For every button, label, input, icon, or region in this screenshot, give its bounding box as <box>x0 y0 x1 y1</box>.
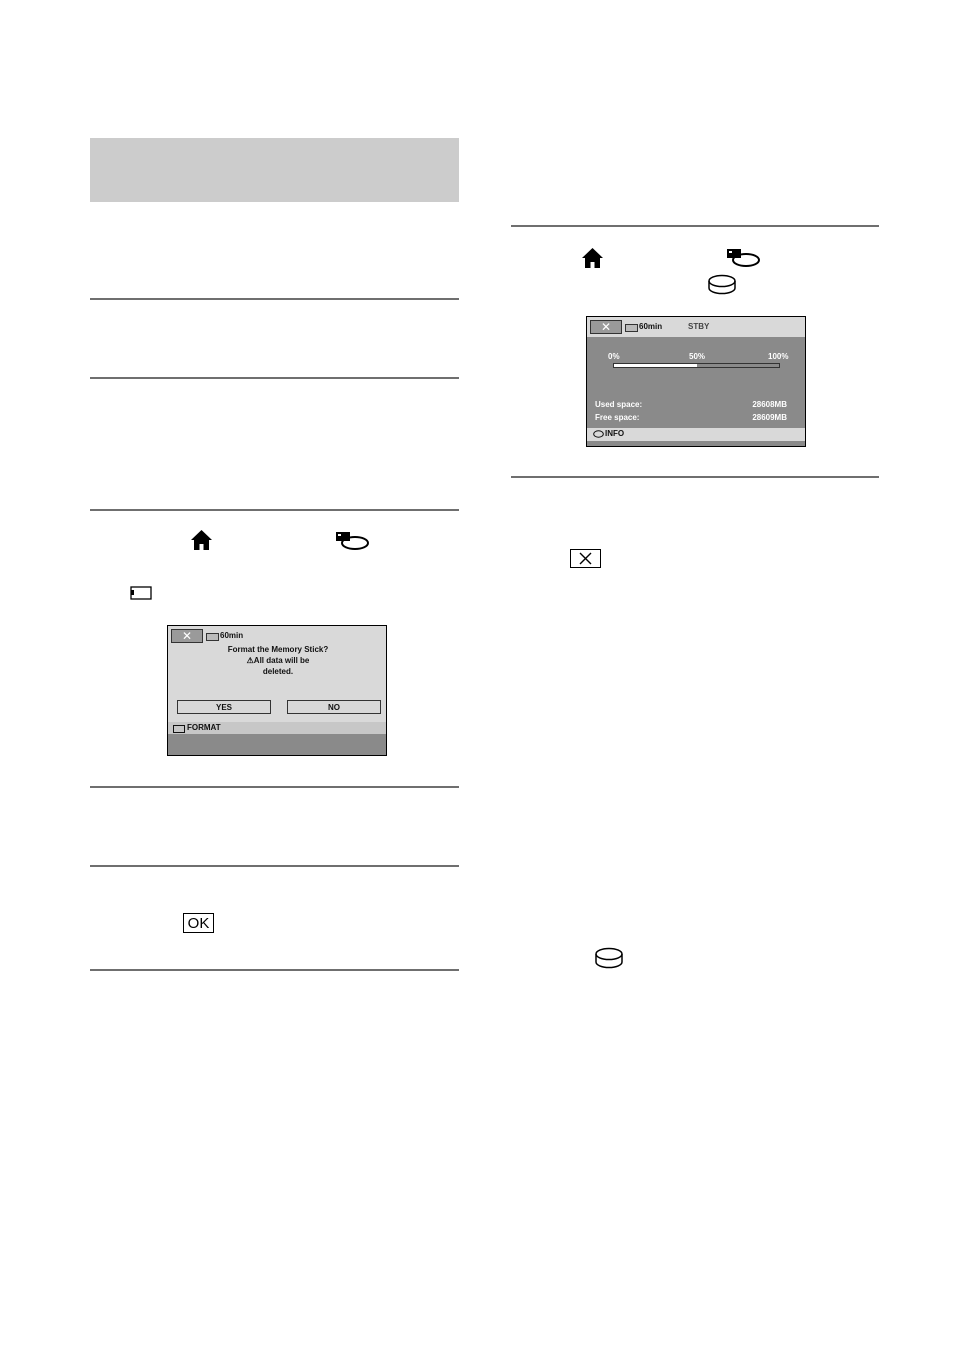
divider <box>90 786 459 788</box>
battery-icon <box>206 633 219 641</box>
divider <box>511 476 879 478</box>
close-icon: ✕ <box>600 320 612 334</box>
format-screen <box>167 625 387 756</box>
divider <box>90 377 459 379</box>
battery-icon <box>625 324 638 332</box>
usage-bar-fill <box>614 364 697 367</box>
format-footer-label: FORMAT <box>187 723 221 732</box>
memory-stick-icon <box>173 725 185 733</box>
divider <box>90 969 459 971</box>
free-space-label: Free space: <box>595 413 640 422</box>
info-footer-label: INFO <box>605 429 625 438</box>
hdd-icon[interactable] <box>707 274 737 296</box>
usage-bar <box>613 363 780 368</box>
scale-min: 0% <box>608 352 620 361</box>
close-button[interactable] <box>570 549 601 568</box>
battery-time: 60min <box>639 322 663 331</box>
format-prompt: Format the Memory Stick? <box>227 645 329 654</box>
used-space-value: 28608MB <box>752 400 787 409</box>
hdd-icon[interactable] <box>594 947 624 971</box>
divider <box>90 298 459 300</box>
divider <box>511 225 879 227</box>
manage-media-icon[interactable] <box>726 248 762 268</box>
warning-icon: ⚠ <box>246 656 254 665</box>
section-header-box <box>90 138 459 202</box>
used-space-label: Used space: <box>595 400 643 409</box>
ok-button[interactable]: OK <box>183 913 214 933</box>
divider <box>90 509 459 511</box>
divider <box>90 865 459 867</box>
hdd-icon <box>593 430 604 438</box>
manage-media-icon[interactable] <box>335 531 371 551</box>
close-icon <box>579 552 592 565</box>
status-text: STBY <box>688 322 710 331</box>
close-button[interactable] <box>171 629 203 643</box>
info-screen <box>586 316 806 447</box>
warning-line-2: deleted. <box>262 667 294 676</box>
warning-line-1: ⚠All data will be <box>246 656 310 665</box>
free-space-value: 28609MB <box>752 413 787 422</box>
yes-button[interactable]: YES <box>177 700 271 714</box>
scale-max: 100% <box>768 352 789 361</box>
memory-stick-icon[interactable] <box>129 586 153 600</box>
scale-mid: 50% <box>689 352 706 361</box>
home-icon[interactable] <box>190 529 213 551</box>
home-icon[interactable] <box>581 247 604 269</box>
close-icon: ✕ <box>181 629 193 643</box>
battery-time: 60min <box>220 631 244 640</box>
no-button[interactable]: NO <box>287 700 381 714</box>
close-button[interactable] <box>590 320 622 334</box>
